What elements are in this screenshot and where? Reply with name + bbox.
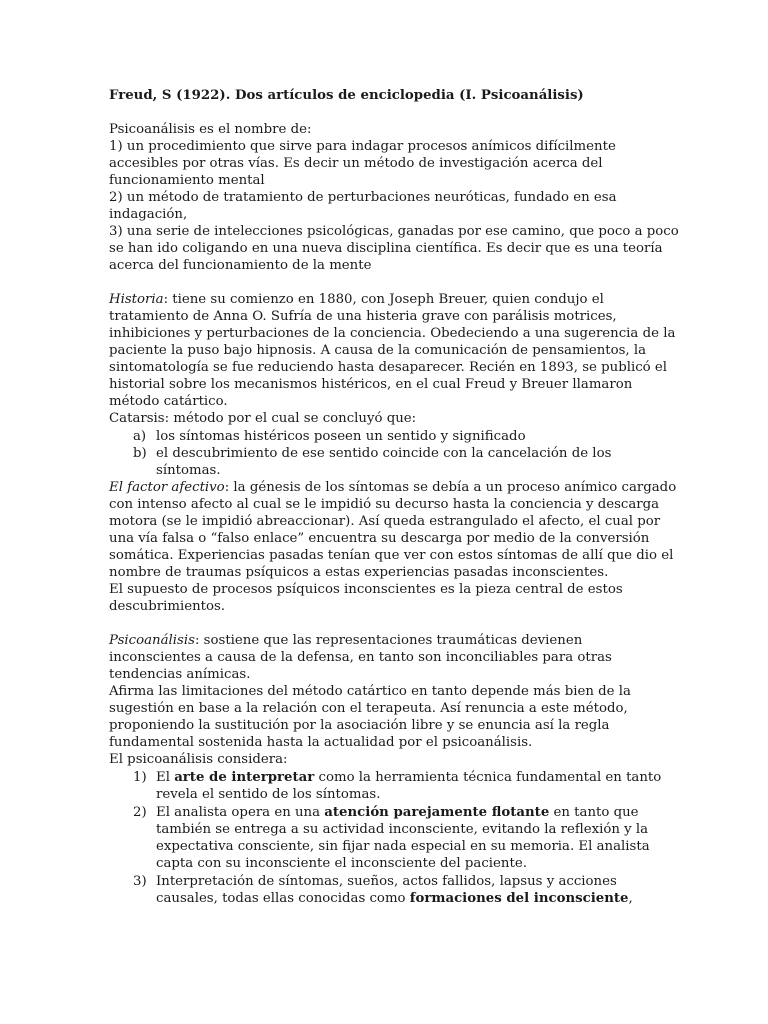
intro-line: 1) un procedimiento que sirve para indagar procesos anímicos difícilmente — [109, 139, 616, 154]
list-marker: 1) — [133, 770, 147, 785]
list-item-text: causales, todas ellas conocidas como — [156, 891, 410, 906]
intro-line: se han ido coligando en una nueva disciplina científica. Es decir que es una teoría — [109, 241, 663, 256]
factor-line: descubrimientos. — [109, 599, 226, 614]
list-item: Interpretación de síntomas, sueños, actos fallidos, lapsus y acciones — [156, 874, 617, 889]
list-item-emphasis: arte de interpretar — [174, 770, 315, 785]
historia-first-line — [109, 291, 669, 308]
list-item-continuation: capta con su inconsciente el inconsciente del paciente. — [156, 856, 527, 871]
intro-line: 3) una serie de intelecciones psicológicas, ganadas por ese camino, que poco a poco — [109, 224, 679, 239]
intro-line: accesibles por otras vías. Es decir un método de investigación acerca del — [109, 156, 603, 171]
historia-line: tratamiento de Anna O. Sufría de una histeria grave con parálisis motrices, — [109, 309, 617, 324]
historia-line: historial sobre los mecanismos histéricos, en el cual Freud y Breuer llamaron — [109, 377, 633, 392]
factor-first-line — [109, 479, 677, 496]
historia-line: método catártico. — [109, 394, 228, 409]
list-item — [156, 804, 716, 821]
psico-line: inconscientes a causa de la defensa, en tanto son inconciliables para otras — [109, 650, 612, 665]
list-item-text: El — [156, 770, 175, 785]
factor-line: una vía falsa o “falso enlace” encuentra su descarga por medio de la conversión — [109, 531, 650, 546]
list-item-text: como la herramienta técnica fundamental en tanto — [314, 770, 662, 785]
psico-line: proponiendo la sustitución por la asociación libre y se enuncia así la regla — [109, 718, 610, 733]
list-item-text: en tanto que — [549, 805, 639, 820]
list-item-continuation: síntomas. — [156, 463, 221, 478]
factor-term: El factor afectivo — [109, 480, 225, 495]
list-item-emphasis: atención parejamente flotante — [324, 805, 550, 820]
psico-line: Afirma las limitaciones del método catártico en tanto depende más bien de la — [109, 684, 631, 699]
list-marker: a) — [133, 429, 147, 444]
list-item-continuation: revela el sentido de los síntomas. — [156, 787, 381, 802]
list-item-continuation: también se entrega a su actividad inconsciente, evitando la reflexión y la — [156, 822, 649, 837]
psico-first-line — [109, 632, 669, 649]
psico-line: sugestión en base a la relación con el terapeuta. Así renuncia a este método, — [109, 701, 628, 716]
intro-line: funcionamiento mental — [109, 173, 265, 188]
psico-line: El psicoanálisis considera: — [109, 752, 288, 767]
intro-line: 2) un método de tratamiento de perturbaciones neuróticas, fundado en esa — [109, 190, 617, 205]
historia-line: inhibiciones y perturbaciones de la conciencia. Obedeciendo a una sugerencia de la — [109, 326, 676, 341]
historia-term: Historia — [109, 292, 164, 307]
factor-line: con intenso afecto al cual se le impidió su decurso hasta la conciencia y descarga — [109, 497, 660, 512]
intro-line: Psicoanálisis es el nombre de: — [109, 122, 312, 137]
intro-line: indagación, — [109, 207, 188, 222]
psico-line: tendencias anímicas. — [109, 667, 251, 682]
list-item-continuation: expectativa consciente, sin fijar nada especial en su memoria. El analista — [156, 839, 650, 854]
list-marker: 2) — [133, 805, 147, 820]
list-marker: 3) — [133, 874, 147, 889]
intro-line: acerca del funcionamiento de la mente — [109, 258, 372, 273]
historia-line: paciente la puso bajo hipnosis. A causa de la comunicación de pensamientos, la — [109, 343, 647, 358]
historia-line: sintomatología se fue reduciendo hasta desaparecer. Recién en 1893, se publicó el — [109, 360, 668, 375]
list-marker: b) — [133, 446, 147, 461]
psico-line: fundamental sostenida hasta la actualidad por el psicoanálisis. — [109, 735, 533, 750]
list-item-continuation — [156, 890, 716, 907]
document-title: Freud, S (1922). Dos artículos de enciclopedia (I. Psicoanálisis) — [109, 88, 584, 103]
factor-line: El supuesto de procesos psíquicos inconscientes es la pieza central de estos — [109, 582, 623, 597]
factor-line: somática. Experiencias pasadas tenían que ver con estos síntomas de allí que dio el — [109, 548, 674, 563]
list-item-text: El analista opera en una — [156, 805, 325, 820]
historia-first-text: : tiene su comienzo en 1880, con Joseph Breuer, quien condujo el — [163, 292, 604, 307]
factor-line: nombre de traumas psíquicos a estas experiencias pasadas inconscientes. — [109, 565, 609, 580]
factor-line: motora (se le impidió abreaccionar). Así queda estrangulado el afecto, el cual por — [109, 514, 661, 529]
list-item: los síntomas histéricos poseen un sentido y significado — [156, 429, 526, 444]
list-item-text: , — [628, 891, 633, 906]
psico-first-text: : sostiene que las representaciones traumáticas devienen — [194, 633, 583, 648]
historia-line: Catarsis: método por el cual se concluyó que: — [109, 411, 417, 426]
list-item: el descubrimiento de ese sentido coincide con la cancelación de los — [156, 446, 612, 461]
list-item — [156, 769, 716, 786]
factor-first-text: : la génesis de los síntomas se debía a un proceso anímico cargado — [224, 480, 677, 495]
list-item-emphasis: formaciones del inconsciente — [409, 891, 629, 906]
psico-term: Psicoanálisis — [109, 633, 195, 648]
